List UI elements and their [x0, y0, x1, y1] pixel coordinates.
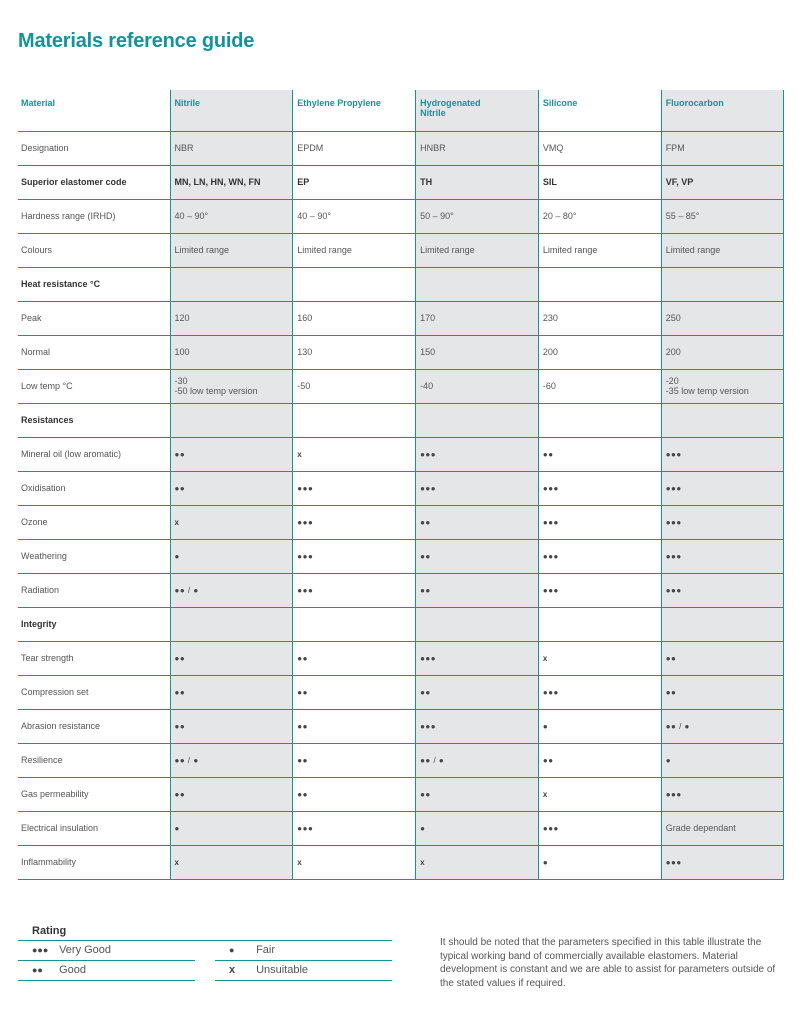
cell-nitrile: ●●: [170, 777, 293, 811]
row-label: Hardness range (IRHD): [18, 199, 170, 233]
cell-nitrile: 120: [170, 301, 293, 335]
cell-silicone: ●●●: [538, 505, 661, 539]
fair-rating-icon: ●: [229, 945, 235, 955]
cell-fluorocarbon: ●: [661, 743, 784, 777]
cell-ethylene-propylene: EP: [293, 165, 416, 199]
row-label: Weathering: [18, 539, 170, 573]
column-header-silicone: Silicone: [538, 90, 661, 131]
table-row-low-temp: [18, 369, 784, 403]
cell-fluorocarbon: ●● / ●: [661, 709, 784, 743]
cell-hydrogenated-nitrile: ●●: [416, 539, 539, 573]
table-row-abrasion-resistance: [18, 709, 784, 743]
table-row-tear-strength: [18, 641, 784, 675]
cell-ethylene-propylene: Limited range: [293, 233, 416, 267]
cell-hydrogenated-nitrile: TH: [416, 165, 539, 199]
cell-fluorocarbon: FPM: [661, 131, 784, 165]
cell-hydrogenated-nitrile: Limited range: [416, 233, 539, 267]
cell-ethylene-propylene: ●●: [293, 641, 416, 675]
section-row-heat-resistance: [18, 267, 784, 301]
cell-silicone: ●●●: [538, 471, 661, 505]
table-row-elastomer-code: [18, 165, 784, 199]
legend-item-fair: [215, 941, 392, 961]
cell-ethylene-propylene: EPDM: [293, 131, 416, 165]
cell-silicone: Limited range: [538, 233, 661, 267]
table-row-electrical-insulation: [18, 811, 784, 845]
row-label: Ozone: [18, 505, 170, 539]
cell-nitrile: ●: [170, 811, 293, 845]
cell-hydrogenated-nitrile: 170: [416, 301, 539, 335]
row-label: Designation: [18, 131, 170, 165]
cell-fluorocarbon: ●●●: [661, 539, 784, 573]
legend-item-unsuitable: [215, 961, 392, 981]
cell-fluorocarbon: ●●: [661, 641, 784, 675]
row-label: Compression set: [18, 675, 170, 709]
table-row-mineral-oil: [18, 437, 784, 471]
section-row-integrity: [18, 607, 784, 641]
column-header-fluorocarbon: Fluorocarbon: [661, 90, 784, 131]
cell-ethylene-propylene: 160: [293, 301, 416, 335]
cell-hydrogenated-nitrile: HNBR: [416, 131, 539, 165]
row-label: Gas permeability: [18, 777, 170, 811]
cell-fluorocarbon: ●●●: [661, 471, 784, 505]
column-header-nitrile: Nitrile: [170, 90, 293, 131]
column-header-material: Material: [18, 90, 170, 131]
cell-nitrile: ●: [170, 539, 293, 573]
cell-fluorocarbon: 250: [661, 301, 784, 335]
cell-ethylene-propylene: 130: [293, 335, 416, 369]
table-row-resilience: [18, 743, 784, 777]
page-title: Materials reference guide: [18, 30, 255, 52]
cell-ethylene-propylene: ●●: [293, 675, 416, 709]
cell-nitrile: 40 – 90°: [170, 199, 293, 233]
row-label: Colours: [18, 233, 170, 267]
cell-nitrile: x: [170, 845, 293, 879]
cell-hydrogenated-nitrile: ●: [416, 811, 539, 845]
cell-hydrogenated-nitrile: ●●: [416, 675, 539, 709]
table-header-row: [18, 90, 784, 131]
legend-label: Fair: [256, 944, 276, 956]
row-label: Oxidisation: [18, 471, 170, 505]
table-row-hardness: [18, 199, 784, 233]
cell-silicone: 200: [538, 335, 661, 369]
rating-legend: [18, 925, 392, 981]
row-label: Abrasion resistance: [18, 709, 170, 743]
table-row-oxidisation: [18, 471, 784, 505]
materials-table: [18, 90, 784, 880]
column-header-hydrogenated-nitrile: [416, 90, 539, 131]
cell-ethylene-propylene: ●●: [293, 743, 416, 777]
cell-hydrogenated-nitrile: -40: [416, 369, 539, 403]
cell-fluorocarbon: -20 -35 low temp version: [661, 369, 784, 403]
legend-label: Good: [59, 964, 86, 976]
cell-fluorocarbon: Limited range: [661, 233, 784, 267]
legend-title: Rating: [18, 925, 392, 941]
cell-silicone: -60: [538, 369, 661, 403]
section-heading: Resistances: [18, 403, 170, 437]
cell-fluorocarbon: ●●●: [661, 845, 784, 879]
cell-hydrogenated-nitrile: ●● / ●: [416, 743, 539, 777]
section-heading: Heat resistance °C: [18, 267, 170, 301]
cell-hydrogenated-nitrile: ●●: [416, 777, 539, 811]
column-header-hydrogenated-line2: Nitrile: [420, 108, 446, 118]
table-row-gas-permeability: [18, 777, 784, 811]
cell-ethylene-propylene: x: [293, 845, 416, 879]
row-label: Tear strength: [18, 641, 170, 675]
cell-silicone: ●: [538, 845, 661, 879]
cell-nitrile: ●● / ●: [170, 573, 293, 607]
cell-fluorocarbon: ●●●: [661, 505, 784, 539]
very-good-rating-icon: ●●●: [32, 945, 49, 955]
cell-nitrile: ●●: [170, 675, 293, 709]
cell-silicone: ●●●: [538, 573, 661, 607]
legend-item-very-good: [18, 941, 195, 961]
cell-nitrile: MN, LN, HN, WN, FN: [170, 165, 293, 199]
cell-fluorocarbon: ●●●: [661, 573, 784, 607]
row-label: Low temp °C: [18, 369, 170, 403]
row-label: Mineral oil (low aromatic): [18, 437, 170, 471]
cell-nitrile: ●●: [170, 471, 293, 505]
section-heading: Integrity: [18, 607, 170, 641]
cell-nitrile: ●● / ●: [170, 743, 293, 777]
cell-nitrile: 100: [170, 335, 293, 369]
cell-nitrile: Limited range: [170, 233, 293, 267]
cell-silicone: 20 – 80°: [538, 199, 661, 233]
cell-hydrogenated-nitrile: ●●●: [416, 471, 539, 505]
cell-silicone: VMQ: [538, 131, 661, 165]
legend-label: Very Good: [59, 944, 112, 956]
cell-hydrogenated-nitrile: x: [416, 845, 539, 879]
cell-silicone: x: [538, 777, 661, 811]
table-row-normal: [18, 335, 784, 369]
row-label: Normal: [18, 335, 170, 369]
table-row-compression-set: [18, 675, 784, 709]
cell-silicone: ●●: [538, 437, 661, 471]
cell-nitrile: -30 -50 low temp version: [170, 369, 293, 403]
section-row-resistances: [18, 403, 784, 437]
cell-nitrile: ●●: [170, 709, 293, 743]
cell-silicone: ●●●: [538, 539, 661, 573]
cell-ethylene-propylene: ●●●: [293, 573, 416, 607]
cell-ethylene-propylene: ●●●: [293, 539, 416, 573]
cell-silicone: ●●●: [538, 811, 661, 845]
cell-nitrile: x: [170, 505, 293, 539]
cell-ethylene-propylene: ●●●: [293, 811, 416, 845]
cell-nitrile: ●●: [170, 641, 293, 675]
table-row-inflammability: [18, 845, 784, 879]
cell-fluorocarbon: Grade dependant: [661, 811, 784, 845]
table-row-designation: [18, 131, 784, 165]
table-row-ozone: [18, 505, 784, 539]
cell-fluorocarbon: VF, VP: [661, 165, 784, 199]
cell-hydrogenated-nitrile: ●●●: [416, 709, 539, 743]
row-label: Resilience: [18, 743, 170, 777]
row-label: Superior elastomer code: [18, 165, 170, 199]
cell-ethylene-propylene: 40 – 90°: [293, 199, 416, 233]
cell-ethylene-propylene: ●●: [293, 709, 416, 743]
cell-ethylene-propylene: x: [293, 437, 416, 471]
row-label: Electrical insulation: [18, 811, 170, 845]
cell-fluorocarbon: 55 – 85°: [661, 199, 784, 233]
cell-ethylene-propylene: -50: [293, 369, 416, 403]
cell-hydrogenated-nitrile: ●●●: [416, 437, 539, 471]
row-label: Peak: [18, 301, 170, 335]
cell-ethylene-propylene: ●●●: [293, 471, 416, 505]
cell-nitrile: ●●: [170, 437, 293, 471]
column-header-hydrogenated-line1: Hydrogenated: [420, 98, 481, 108]
disclaimer-note: It should be noted that the parameters specified in this table illustrate the typical working band of commercially available elastomers. Material development is constant and we are able to assist for parameters outside of the stated values if required.: [440, 937, 776, 989]
cell-nitrile: NBR: [170, 131, 293, 165]
cell-hydrogenated-nitrile: ●●: [416, 505, 539, 539]
cell-fluorocarbon: 200: [661, 335, 784, 369]
cell-hydrogenated-nitrile: 150: [416, 335, 539, 369]
cell-ethylene-propylene: ●●●: [293, 505, 416, 539]
column-header-ethylene-propylene: Ethylene Propylene: [293, 90, 416, 131]
cell-silicone: ●: [538, 709, 661, 743]
cell-fluorocarbon: ●●●: [661, 437, 784, 471]
cell-hydrogenated-nitrile: 50 – 90°: [416, 199, 539, 233]
cell-fluorocarbon: ●●●: [661, 777, 784, 811]
legend-label: Unsuitable: [256, 964, 309, 976]
good-rating-icon: ●●: [32, 965, 43, 975]
legend-item-good: [18, 961, 195, 981]
cell-silicone: x: [538, 641, 661, 675]
cell-silicone: ●●●: [538, 675, 661, 709]
table-row-peak: [18, 301, 784, 335]
unsuitable-rating-icon: x: [229, 964, 236, 976]
cell-ethylene-propylene: ●●: [293, 777, 416, 811]
cell-silicone: ●●: [538, 743, 661, 777]
row-label: Radiation: [18, 573, 170, 607]
cell-silicone: SIL: [538, 165, 661, 199]
cell-fluorocarbon: ●●: [661, 675, 784, 709]
table-row-radiation: [18, 573, 784, 607]
table-row-colours: [18, 233, 784, 267]
cell-hydrogenated-nitrile: ●●●: [416, 641, 539, 675]
table-row-weathering: [18, 539, 784, 573]
cell-hydrogenated-nitrile: ●●: [416, 573, 539, 607]
cell-silicone: 230: [538, 301, 661, 335]
row-label: Inflammability: [18, 845, 170, 879]
